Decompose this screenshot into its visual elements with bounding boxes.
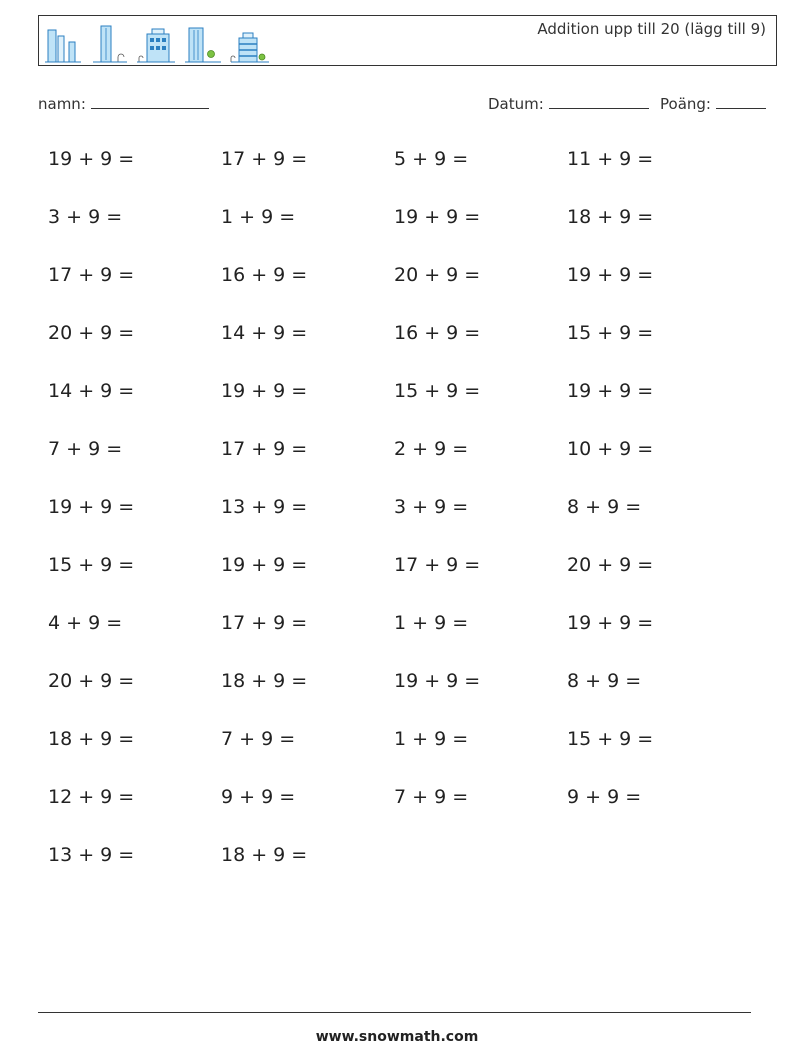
problem-item: 8 + 9 =	[567, 670, 642, 692]
problem-item: 7 + 9 =	[221, 728, 296, 750]
date-field	[488, 94, 649, 113]
problem-item: 1 + 9 =	[394, 612, 469, 634]
problem-item: 12 + 9 =	[48, 786, 135, 808]
problem-item: 10 + 9 =	[567, 438, 654, 460]
problem-item: 17 + 9 =	[221, 438, 308, 460]
score-blank[interactable]	[716, 94, 766, 109]
name-label: namn:	[38, 95, 86, 113]
problem-item: 9 + 9 =	[567, 786, 642, 808]
problem-item: 14 + 9 =	[48, 380, 135, 402]
date-blank[interactable]	[549, 94, 649, 109]
problem-item: 17 + 9 =	[48, 264, 135, 286]
problem-item: 18 + 9 =	[221, 670, 308, 692]
skyscraper-icon	[45, 24, 81, 64]
problem-item: 17 + 9 =	[221, 612, 308, 634]
problem-item: 7 + 9 =	[48, 438, 123, 460]
problem-item: 3 + 9 =	[48, 206, 123, 228]
problem-item: 18 + 9 =	[48, 728, 135, 750]
footer-divider	[38, 1012, 751, 1013]
problem-item: 3 + 9 =	[394, 496, 469, 518]
problem-item: 13 + 9 =	[48, 844, 135, 866]
problem-item: 15 + 9 =	[567, 728, 654, 750]
problem-item: 15 + 9 =	[48, 554, 135, 576]
problem-item: 8 + 9 =	[567, 496, 642, 518]
tower-icon	[91, 24, 129, 64]
small-building-icon	[229, 24, 271, 64]
date-label: Datum:	[488, 95, 544, 113]
problem-item: 18 + 9 =	[221, 844, 308, 866]
problem-item: 1 + 9 =	[221, 206, 296, 228]
score-label: Poäng:	[660, 95, 711, 113]
problem-item: 19 + 9 =	[567, 264, 654, 286]
problem-item: 17 + 9 =	[221, 148, 308, 170]
name-blank[interactable]	[91, 94, 209, 109]
problem-item: 5 + 9 =	[394, 148, 469, 170]
problem-item: 15 + 9 =	[394, 380, 481, 402]
problem-item: 20 + 9 =	[567, 554, 654, 576]
problem-item: 15 + 9 =	[567, 322, 654, 344]
problem-item: 14 + 9 =	[221, 322, 308, 344]
problem-item: 16 + 9 =	[394, 322, 481, 344]
apartment-building-icon	[135, 24, 177, 64]
problem-item: 19 + 9 =	[567, 612, 654, 634]
problem-item: 19 + 9 =	[221, 380, 308, 402]
problem-item: 13 + 9 =	[221, 496, 308, 518]
footer-website: www.snowmath.com	[315, 1029, 479, 1045]
problem-item: 9 + 9 =	[221, 786, 296, 808]
problem-item: 4 + 9 =	[48, 612, 123, 634]
problem-item: 18 + 9 =	[567, 206, 654, 228]
problem-item: 16 + 9 =	[221, 264, 308, 286]
problem-item: 19 + 9 =	[221, 554, 308, 576]
problem-item: 17 + 9 =	[394, 554, 481, 576]
problem-item: 19 + 9 =	[48, 148, 135, 170]
problem-item: 20 + 9 =	[48, 322, 135, 344]
problem-item: 20 + 9 =	[394, 264, 481, 286]
problem-item: 19 + 9 =	[48, 496, 135, 518]
worksheet-title: Addition upp till 20 (lägg till 9)	[537, 20, 766, 38]
problem-item: 2 + 9 =	[394, 438, 469, 460]
problem-item: 19 + 9 =	[394, 206, 481, 228]
office-tower-icon	[183, 24, 223, 64]
problem-item: 7 + 9 =	[394, 786, 469, 808]
score-field	[660, 94, 766, 113]
header-box	[38, 15, 777, 66]
problem-item: 11 + 9 =	[567, 148, 654, 170]
problem-item: 19 + 9 =	[567, 380, 654, 402]
problem-item: 1 + 9 =	[394, 728, 469, 750]
problem-item: 19 + 9 =	[394, 670, 481, 692]
name-field	[38, 94, 209, 113]
problem-item: 20 + 9 =	[48, 670, 135, 692]
